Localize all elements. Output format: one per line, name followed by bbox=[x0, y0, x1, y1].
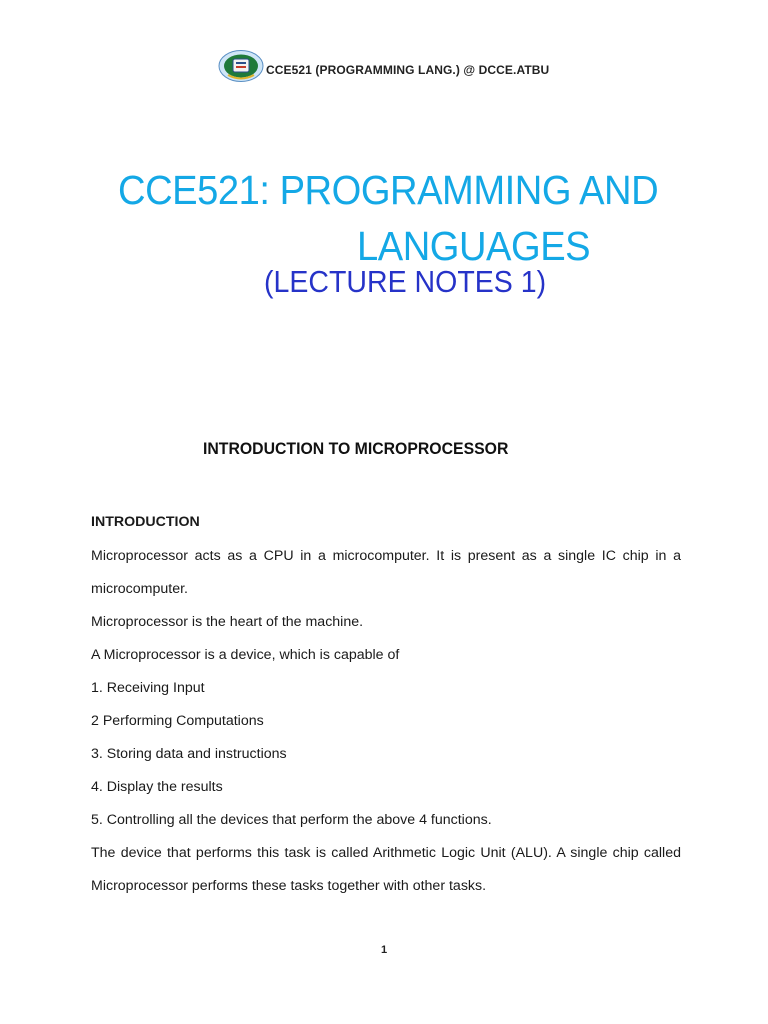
paragraph-3: A Microprocessor is a device, which is capable of bbox=[91, 647, 400, 663]
list-item: 4. Display the results bbox=[91, 779, 223, 795]
list-item: 3. Storing data and instructions bbox=[91, 746, 287, 762]
list-item: 1. Receiving Input bbox=[91, 680, 205, 696]
document-subtitle: (LECTURE NOTES 1) bbox=[264, 264, 547, 299]
list-item: 5. Controlling all the devices that perform the above 4 functions. bbox=[91, 812, 492, 828]
university-crest-icon bbox=[218, 49, 264, 83]
title-line-1: CCE521: PROGRAMMING AND bbox=[118, 167, 659, 213]
list-item: 2 Performing Computations bbox=[91, 713, 264, 729]
paragraph-4: The device that performs this task is called Arithmetic Logic Unit (ALU). A single chip called Microprocessor performs these tasks together with other tasks. bbox=[91, 845, 681, 894]
paragraph-2: Microprocessor is the heart of the machine. bbox=[91, 614, 364, 630]
intro-heading: INTRODUCTION bbox=[91, 514, 200, 530]
document-title bbox=[118, 162, 658, 274]
page-header bbox=[218, 48, 549, 84]
header-title: CCE521 (PROGRAMMING LANG.) @ DCCE.ATBU bbox=[266, 63, 550, 77]
page-number: 1 bbox=[380, 944, 388, 956]
paragraph-1: Microprocessor acts as a CPU in a microcomputer. It is present as a single IC chip in a microcomputer. bbox=[91, 548, 681, 597]
title-line-2: LANGUAGES bbox=[357, 223, 591, 269]
section-heading: INTRODUCTION TO MICROPROCESSOR bbox=[203, 439, 509, 458]
body-content bbox=[91, 510, 681, 903]
